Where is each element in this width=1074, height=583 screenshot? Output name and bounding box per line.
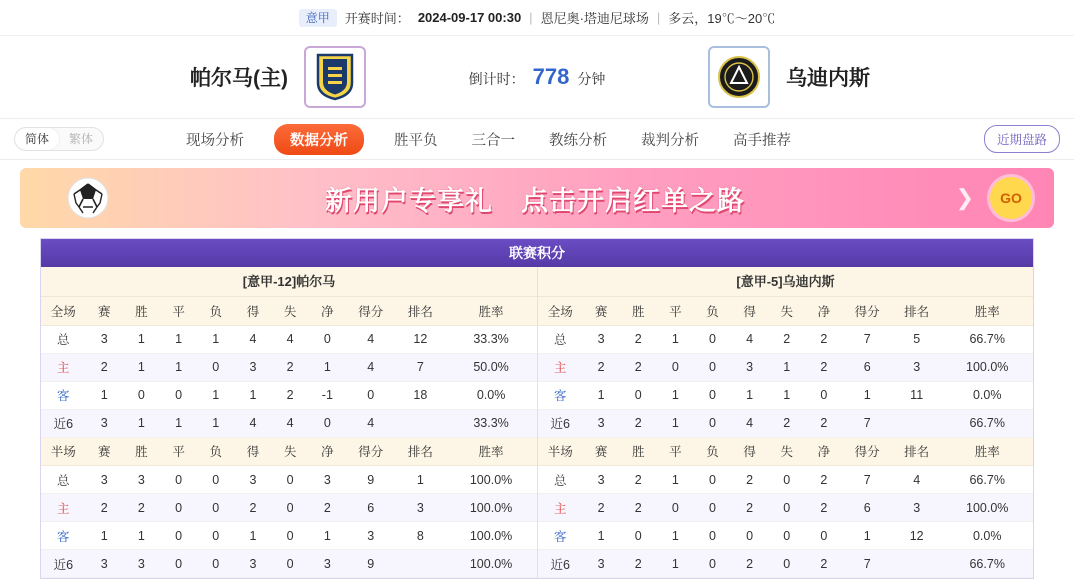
table-cell: 100.0% <box>445 522 537 550</box>
table-cell: 0 <box>197 494 234 522</box>
table-cell: 2 <box>731 466 768 494</box>
table-cell: 0 <box>694 522 731 550</box>
table-cell: 2 <box>731 494 768 522</box>
table-cell: 0.0% <box>445 381 537 409</box>
th-rank: 排名 <box>396 297 446 325</box>
table-cell: 1 <box>160 409 197 437</box>
table-cell: 12 <box>396 325 446 353</box>
table-cell <box>892 550 942 578</box>
league-tag[interactable]: 意甲 <box>299 9 337 27</box>
table-cell: 1 <box>657 409 694 437</box>
table-cell: 0 <box>197 353 234 381</box>
table-cell: 0 <box>160 522 197 550</box>
table-cell <box>892 409 942 437</box>
table-row <box>538 550 1033 578</box>
table-cell: 0 <box>272 550 309 578</box>
table-cell: 0 <box>694 325 731 353</box>
th-played: 赛 <box>86 297 123 325</box>
table-cell: 2 <box>123 494 160 522</box>
th-rank: 排名 <box>892 297 942 325</box>
table-cell: 0 <box>272 494 309 522</box>
tab-three-in-one[interactable]: 三合一 <box>471 132 516 149</box>
table-cell: 2 <box>620 494 657 522</box>
kickoff-time: 2024-09-17 00:30 <box>417 10 522 25</box>
table-row <box>538 353 1033 381</box>
tab-win-draw-lose[interactable]: 胜平负 <box>394 132 438 149</box>
table-cell: 2 <box>805 550 842 578</box>
home-fulltime-table <box>41 297 537 438</box>
row-scope-label: 主 <box>41 494 86 522</box>
table-cell: 1 <box>583 381 620 409</box>
home-team <box>10 46 390 108</box>
table-cell: 6 <box>842 353 892 381</box>
info-separator: | <box>529 10 533 25</box>
tab-data-analysis[interactable]: 数据分析 <box>274 124 364 155</box>
table-cell: 2 <box>620 353 657 381</box>
table-cell: 1 <box>768 353 805 381</box>
table-cell: 3 <box>123 466 160 494</box>
table-cell: 1 <box>160 325 197 353</box>
table-cell: 0 <box>657 353 694 381</box>
table-cell: 3 <box>234 353 271 381</box>
table-cell: 4 <box>346 409 396 437</box>
standings-title: 联赛积分 <box>41 239 1033 267</box>
table-cell: 2 <box>272 353 309 381</box>
row-scope-label: 近6 <box>41 409 86 437</box>
th-scope: 全场 <box>538 297 583 325</box>
weather-info: 多云，19℃～20℃ <box>668 11 776 26</box>
standings-columns <box>41 267 1033 578</box>
th-goals-for: 得 <box>731 297 768 325</box>
row-scope-label: 客 <box>41 522 86 550</box>
th-goals-against-half: 失 <box>272 438 309 466</box>
table-row <box>41 409 537 437</box>
th-played: 赛 <box>583 297 620 325</box>
row-scope-label: 主 <box>41 353 86 381</box>
soccer-ball-icon <box>66 176 110 220</box>
table-cell: 4 <box>272 325 309 353</box>
kickoff-label: 开赛时间： <box>344 11 410 26</box>
th-goals-against: 失 <box>768 297 805 325</box>
table-cell: 1 <box>309 353 346 381</box>
table-cell: 2 <box>583 494 620 522</box>
table-cell: 3 <box>583 550 620 578</box>
table-cell: 66.7% <box>941 409 1033 437</box>
away-halftime-body <box>538 466 1033 578</box>
table-cell: 1 <box>123 325 160 353</box>
table-cell: 2 <box>234 494 271 522</box>
table-cell: 1 <box>309 522 346 550</box>
table-cell: 3 <box>396 494 446 522</box>
th-draw: 平 <box>657 297 694 325</box>
away-team-crest-icon <box>708 46 770 108</box>
table-cell: 0 <box>197 466 234 494</box>
nav-tabs <box>182 124 795 155</box>
table-row <box>41 381 537 409</box>
table-row <box>41 353 537 381</box>
table-cell <box>396 409 446 437</box>
table-cell: 0 <box>272 466 309 494</box>
table-cell: 66.7% <box>941 325 1033 353</box>
th-win: 胜 <box>620 297 657 325</box>
table-cell: 2 <box>805 325 842 353</box>
th-points: 得分 <box>346 297 396 325</box>
table-cell: 0 <box>620 522 657 550</box>
table-cell: 0 <box>694 494 731 522</box>
table-cell: 9 <box>346 550 396 578</box>
table-cell: 4 <box>346 325 396 353</box>
th-lose-half: 负 <box>197 438 234 466</box>
table-header-row <box>538 297 1033 325</box>
th-win-rate: 胜率 <box>445 297 537 325</box>
table-cell: 1 <box>197 325 234 353</box>
table-cell: 1 <box>86 381 123 409</box>
table-cell: 100.0% <box>445 550 537 578</box>
table-cell: 0 <box>309 409 346 437</box>
table-cell: 1 <box>396 466 446 494</box>
table-cell: 100.0% <box>445 466 537 494</box>
table-cell: 0 <box>694 409 731 437</box>
table-cell: 1 <box>123 522 160 550</box>
tab-coach-analysis[interactable]: 教练分析 <box>549 132 608 149</box>
countdown-label: 倒计时： <box>468 71 525 87</box>
table-cell: 6 <box>346 494 396 522</box>
table-cell: 3 <box>309 550 346 578</box>
table-cell: 2 <box>805 409 842 437</box>
row-scope-label: 总 <box>41 325 86 353</box>
promo-banner-text: 新用户专享礼 点击开启红单之路 <box>325 185 745 216</box>
table-cell: 66.7% <box>941 466 1033 494</box>
table-cell: 1 <box>234 381 271 409</box>
table-cell: 11 <box>892 381 942 409</box>
table-cell: 100.0% <box>941 494 1033 522</box>
th-goals-for-half: 得 <box>234 438 271 466</box>
table-cell: 3 <box>86 409 123 437</box>
table-cell: 1 <box>197 409 234 437</box>
table-cell: 1 <box>123 409 160 437</box>
th-points: 得分 <box>842 297 892 325</box>
table-cell: 2 <box>768 325 805 353</box>
th-points-half: 得分 <box>346 438 396 466</box>
table-row <box>41 550 537 578</box>
table-cell: 0 <box>197 550 234 578</box>
table-cell: 4 <box>731 325 768 353</box>
promo-go-button[interactable]: GO <box>990 177 1032 219</box>
table-cell: 0 <box>620 381 657 409</box>
table-row <box>41 494 537 522</box>
table-cell: 1 <box>86 522 123 550</box>
home-halftime-body <box>41 466 537 578</box>
table-cell: 3 <box>583 466 620 494</box>
away-team <box>684 46 1064 108</box>
th-goal-diff-half: 净 <box>805 438 842 466</box>
table-cell: 3 <box>234 550 271 578</box>
table-cell: 1 <box>197 381 234 409</box>
row-scope-label: 近6 <box>41 550 86 578</box>
th-scope-half: 半场 <box>538 438 583 466</box>
table-cell: 18 <box>396 381 446 409</box>
language-switch[interactable] <box>14 127 104 151</box>
table-cell: 4 <box>234 409 271 437</box>
table-cell: 4 <box>892 466 942 494</box>
th-win-half: 胜 <box>123 438 160 466</box>
countdown <box>469 64 606 90</box>
lang-simplified-option[interactable]: 简体 <box>15 128 59 150</box>
table-cell: 0 <box>694 550 731 578</box>
table-cell: 1 <box>657 550 694 578</box>
table-cell: 2 <box>620 466 657 494</box>
row-scope-label: 总 <box>538 466 583 494</box>
table-cell: 3 <box>731 353 768 381</box>
table-cell: 1 <box>657 466 694 494</box>
table-cell: 66.7% <box>941 550 1033 578</box>
table-cell: 0 <box>197 522 234 550</box>
table-cell: 100.0% <box>445 494 537 522</box>
table-cell: 3 <box>86 550 123 578</box>
table-cell: 3 <box>346 522 396 550</box>
th-draw-half: 平 <box>160 438 197 466</box>
th-rank-half: 排名 <box>892 438 942 466</box>
table-cell: 3 <box>892 353 942 381</box>
nav-bar <box>0 118 1074 160</box>
row-scope-label: 近6 <box>538 409 583 437</box>
th-scope-half: 半场 <box>41 438 86 466</box>
table-cell: 0 <box>160 550 197 578</box>
table-cell: 7 <box>842 409 892 437</box>
away-standings-header: [意甲-5]乌迪内斯 <box>538 267 1033 297</box>
table-cell: 6 <box>842 494 892 522</box>
table-row <box>538 325 1033 353</box>
recent-odds-button[interactable]: 近期盘路 <box>984 125 1060 153</box>
table-cell: 1 <box>842 522 892 550</box>
row-scope-label: 主 <box>538 353 583 381</box>
home-standings-column <box>41 267 537 578</box>
table-cell: 5 <box>892 325 942 353</box>
table-cell: 2 <box>805 353 842 381</box>
table-cell: 2 <box>583 353 620 381</box>
table-cell: 1 <box>657 522 694 550</box>
row-scope-label: 主 <box>538 494 583 522</box>
table-cell: 1 <box>123 353 160 381</box>
table-cell: 0.0% <box>941 522 1033 550</box>
table-cell: 8 <box>396 522 446 550</box>
th-scope: 全场 <box>41 297 86 325</box>
countdown-unit: 分钟 <box>577 71 606 87</box>
table-cell: 4 <box>272 409 309 437</box>
th-goals-for: 得 <box>234 297 271 325</box>
table-cell: 1 <box>583 522 620 550</box>
th-win-rate-half: 胜率 <box>941 438 1033 466</box>
table-cell: 1 <box>731 381 768 409</box>
tab-referee-analysis[interactable]: 裁判分析 <box>641 132 700 149</box>
row-scope-label: 客 <box>538 522 583 550</box>
promo-banner[interactable] <box>20 168 1054 228</box>
table-row <box>538 466 1033 494</box>
table-row <box>41 466 537 494</box>
table-cell: -1 <box>309 381 346 409</box>
table-cell: 1 <box>657 381 694 409</box>
chevron-right-icon: ❯ <box>955 185 974 210</box>
table-cell: 4 <box>346 353 396 381</box>
table-cell: 2 <box>272 381 309 409</box>
row-scope-label: 客 <box>538 381 583 409</box>
table-cell: 3 <box>309 466 346 494</box>
table-cell: 0.0% <box>941 381 1033 409</box>
table-cell: 3 <box>892 494 942 522</box>
table-cell: 3 <box>86 325 123 353</box>
table-row <box>41 325 537 353</box>
match-info-bar <box>0 0 1074 36</box>
th-lose: 负 <box>694 297 731 325</box>
table-cell: 33.3% <box>445 325 537 353</box>
table-cell: 3 <box>583 409 620 437</box>
table-cell: 7 <box>396 353 446 381</box>
table-cell: 2 <box>86 494 123 522</box>
table-cell: 1 <box>234 522 271 550</box>
table-cell: 7 <box>842 325 892 353</box>
th-rank-half: 排名 <box>396 438 446 466</box>
away-fulltime-body <box>538 325 1033 437</box>
info-separator-2: | <box>656 10 661 25</box>
row-scope-label: 总 <box>538 325 583 353</box>
home-team-crest-icon <box>304 46 366 108</box>
table-cell: 0 <box>768 522 805 550</box>
table-cell: 12 <box>892 522 942 550</box>
table-cell: 2 <box>768 409 805 437</box>
table-cell: 0 <box>272 522 309 550</box>
away-fulltime-table <box>538 297 1033 438</box>
table-cell: 7 <box>842 550 892 578</box>
table-cell: 0 <box>309 325 346 353</box>
th-win-rate: 胜率 <box>941 297 1033 325</box>
home-halftime-table <box>41 438 537 579</box>
away-team-name: 乌迪内斯 <box>786 67 870 90</box>
table-cell: 0 <box>768 550 805 578</box>
table-cell: 0 <box>694 353 731 381</box>
th-goals-against-half: 失 <box>768 438 805 466</box>
th-goals-for-half: 得 <box>731 438 768 466</box>
table-header-row <box>41 297 537 325</box>
table-cell: 4 <box>731 409 768 437</box>
table-cell: 9 <box>346 466 396 494</box>
th-win-half: 胜 <box>620 438 657 466</box>
th-goal-diff: 净 <box>309 297 346 325</box>
th-draw: 平 <box>160 297 197 325</box>
table-cell: 2 <box>805 466 842 494</box>
table-cell: 2 <box>731 550 768 578</box>
teams-row <box>0 36 1074 118</box>
venue-name: 恩尼奥·塔迪尼球场 <box>540 11 649 26</box>
away-halftime-table <box>538 438 1033 579</box>
table-cell: 2 <box>620 409 657 437</box>
table-cell: 100.0% <box>941 353 1033 381</box>
table-cell: 0 <box>657 494 694 522</box>
table-cell: 0 <box>768 494 805 522</box>
home-team-name: 帕尔马(主) <box>190 67 288 90</box>
table-cell: 3 <box>583 325 620 353</box>
table-cell: 1 <box>657 325 694 353</box>
table-header-row <box>538 438 1033 466</box>
table-cell: 4 <box>234 325 271 353</box>
table-row <box>538 381 1033 409</box>
row-scope-label: 客 <box>41 381 86 409</box>
tab-expert-picks[interactable]: 高手推荐 <box>733 132 792 149</box>
table-cell <box>396 550 446 578</box>
countdown-value: 778 <box>532 64 570 89</box>
table-cell: 0 <box>731 522 768 550</box>
table-cell: 2 <box>620 550 657 578</box>
row-scope-label: 总 <box>41 466 86 494</box>
table-cell: 3 <box>86 466 123 494</box>
table-cell: 3 <box>123 550 160 578</box>
table-cell: 0 <box>694 381 731 409</box>
th-lose: 负 <box>197 297 234 325</box>
home-standings-header: [意甲-12]帕尔马 <box>41 267 537 297</box>
table-cell: 1 <box>842 381 892 409</box>
lang-traditional-option[interactable]: 繁体 <box>69 132 94 146</box>
tab-live-analysis[interactable]: 现场分析 <box>186 132 245 149</box>
table-row <box>41 522 537 550</box>
table-cell: 2 <box>86 353 123 381</box>
table-cell: 2 <box>805 494 842 522</box>
table-header-row <box>41 438 537 466</box>
table-cell: 33.3% <box>445 409 537 437</box>
th-goal-diff: 净 <box>805 297 842 325</box>
th-draw-half: 平 <box>657 438 694 466</box>
home-fulltime-body <box>41 325 537 437</box>
league-standings-panel <box>40 238 1034 579</box>
table-cell: 3 <box>234 466 271 494</box>
table-cell: 0 <box>160 494 197 522</box>
th-played-half: 赛 <box>583 438 620 466</box>
th-win-rate-half: 胜率 <box>445 438 537 466</box>
table-cell: 50.0% <box>445 353 537 381</box>
table-cell: 2 <box>620 325 657 353</box>
table-cell: 0 <box>694 466 731 494</box>
table-row <box>538 494 1033 522</box>
th-lose-half: 负 <box>694 438 731 466</box>
th-points-half: 得分 <box>842 438 892 466</box>
row-scope-label: 近6 <box>538 550 583 578</box>
th-goal-diff-half: 净 <box>309 438 346 466</box>
table-cell: 7 <box>842 466 892 494</box>
table-cell: 0 <box>805 522 842 550</box>
table-cell: 0 <box>123 381 160 409</box>
table-cell: 2 <box>309 494 346 522</box>
th-win: 胜 <box>123 297 160 325</box>
table-cell: 0 <box>346 381 396 409</box>
table-row <box>538 409 1033 437</box>
th-goals-against: 失 <box>272 297 309 325</box>
table-cell: 0 <box>160 381 197 409</box>
th-played-half: 赛 <box>86 438 123 466</box>
table-cell: 0 <box>160 466 197 494</box>
table-cell: 1 <box>768 381 805 409</box>
away-standings-column <box>537 267 1033 578</box>
table-cell: 0 <box>805 381 842 409</box>
table-cell: 0 <box>768 466 805 494</box>
table-cell: 1 <box>160 353 197 381</box>
table-row <box>538 522 1033 550</box>
